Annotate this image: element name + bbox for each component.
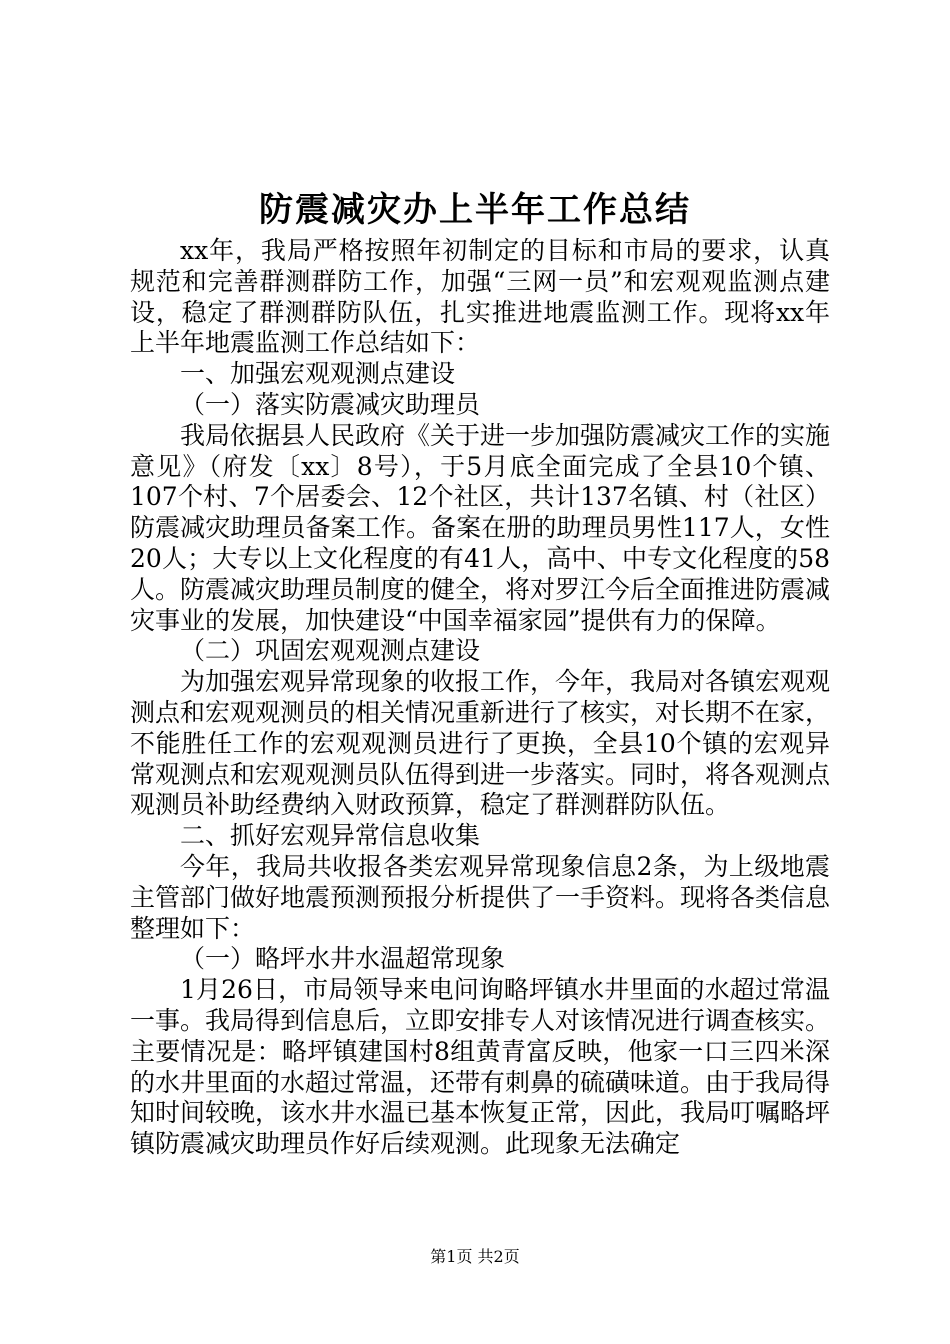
paragraph-anomaly-summary: 今年，我局共收报各类宏观异常现象信息2条，为上级地震主管部门做好地震预测预报分析提供了一手资料。现将各类信息整理如下： [130, 851, 831, 943]
heading-section-2: 二、抓好宏观异常信息收集 [180, 821, 481, 851]
paragraph-observation-points: 为加强宏观异常现象的收报工作，今年，我局对各镇宏观观测点和宏观观测员的相关情况重新进行了核实，对长期不在家，不能胜任工作的宏观观测员进行了更换，全县10个镇的宏观异常观测点和宏观观测员队伍得到进一步落实。同时，将各观测点观测员补助经费纳入财政预算，稳定了群测群防队伍。 [130, 667, 831, 820]
document-title: 防震减灾办上半年工作总结 [259, 190, 691, 230]
document-body [130, 236, 830, 1160]
heading-subsection-1-1: （一）落实防震减灾助理员 [180, 389, 481, 419]
paragraph-intro: xx年，我局严格按照年初制定的目标和市局的要求，认真规范和完善群测群防工作，加强“三网一员”和宏观观监测点建设，稳定了群测群防队伍，扎实推进地震监测工作。现将xx年上半年地震监测工作总结如下： [130, 236, 830, 358]
paragraph-well-temperature: 1月26日，市局领导来电问询略坪镇水井里面的水超过常温一事。我局得到信息后，立即安排专人对该情况进行调查核实。主要情况是：略坪镇建国村8组黄青富反映，他家一口三四米深的水井里面的水超过常温，还带有刺鼻的硫磺味道。由于我局得知时间较晚，该水井水温已基本恢复正常，因此，我局叮嘱略坪镇防震减灾助理员作好后续观测。此现象无法确定 [130, 975, 831, 1159]
heading-subsection-2-1: （一）略坪水井水温超常现象 [180, 944, 506, 974]
page-footer: 第1页 共2页 [430, 1247, 520, 1266]
heading-section-1: 一、加强宏观观测点建设 [180, 359, 456, 389]
paragraph-assistants: 我局依据县人民政府《关于进一步加强防震减灾工作的实施意见》（府发〔xx〕8号），于5月底全面完成了全县10个镇、107个村、7个居委会、12个社区，共计137名镇、村（社区）防震减灾助理员备案工作。备案在册的助理员男性117人，女性20人；大专以上文化程度的有41人，高中、中专文化程度的58人。防震减灾助理员制度的健全，将对罗江今后全面推进防震减灾事业的发展，加快建设“中国幸福家园”提供有力的保障。 [130, 420, 831, 635]
heading-subsection-1-2: （二）巩固宏观观测点建设 [180, 636, 481, 666]
